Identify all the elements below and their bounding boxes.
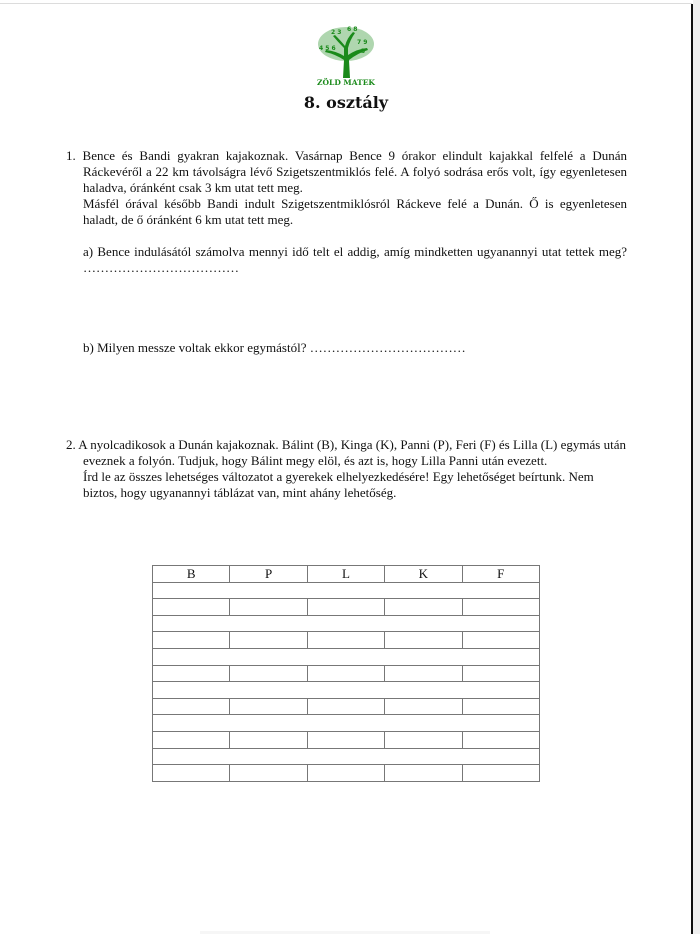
answer-cell[interactable] <box>385 731 462 748</box>
problem-1 <box>66 148 627 356</box>
answer-cell[interactable] <box>307 665 384 682</box>
svg-text:7 9: 7 9 <box>357 39 368 46</box>
tree-icon <box>313 22 379 88</box>
answer-cell[interactable] <box>230 731 307 748</box>
problem-1-text: 1. Bence és Bandi gyakran kajakoznak. Vasárnap Bence 9 órakor elindult kajakkal felfelé a Dunán Ráckevéről a 22 km távolságra lévő Szigetszentmiklós felé. A folyó sodrása erős volt, így egyenletesen haladva, óránként csak 3 km utat tett meg. <box>66 148 627 195</box>
table-row <box>153 731 540 748</box>
table-row <box>153 698 540 715</box>
table-spacer-row <box>153 715 540 732</box>
answer-cell[interactable] <box>462 665 539 682</box>
svg-text:ZÖLD MATEK: ZÖLD MATEK <box>317 78 375 87</box>
svg-text:4 5 6: 4 5 6 <box>319 45 336 52</box>
answer-cell[interactable] <box>462 632 539 649</box>
answer-cell[interactable] <box>462 731 539 748</box>
table-header-row <box>153 566 540 583</box>
table-row <box>153 599 540 616</box>
answer-cell[interactable] <box>385 665 462 682</box>
table-spacer-row <box>153 582 540 599</box>
table-row <box>153 632 540 649</box>
answer-cell[interactable] <box>230 765 307 782</box>
problem-1-text-2: Másfél órával később Bandi indult Szigetszentmiklósról Ráckeve felé a Dunán. Ő is egyenletesen haladt, de ő óránként 6 km utat tett meg. <box>83 196 627 227</box>
answer-cell[interactable] <box>462 698 539 715</box>
table-row <box>153 665 540 682</box>
answer-cell[interactable] <box>462 765 539 782</box>
answer-cell[interactable] <box>230 665 307 682</box>
answer-cell[interactable] <box>153 632 230 649</box>
answer-cell[interactable] <box>230 599 307 616</box>
table-row <box>153 765 540 782</box>
answer-cell[interactable] <box>153 665 230 682</box>
answer-cell[interactable] <box>153 599 230 616</box>
svg-text:5: 5 <box>361 48 366 55</box>
table-spacer-row <box>153 615 540 632</box>
page-title: 8. osztály <box>303 93 389 112</box>
header-cell: P <box>230 566 307 583</box>
answer-cell[interactable] <box>385 599 462 616</box>
answer-cell[interactable] <box>385 765 462 782</box>
answer-cell[interactable] <box>230 698 307 715</box>
problem-2 <box>66 437 627 501</box>
svg-text:6 8: 6 8 <box>347 26 358 33</box>
answer-cell[interactable] <box>385 698 462 715</box>
answer-cell[interactable] <box>307 698 384 715</box>
order-table <box>152 565 540 782</box>
answer-cell[interactable] <box>307 765 384 782</box>
problem-2-text-2: Írd le az összes lehetséges változatot a gyerekek elhelyezkedésére! Egy lehetőséget beírtunk. Nem biztos, hogy ugyanannyi táblázat van, mint ahány lehetőség. <box>83 469 594 500</box>
answer-cell[interactable] <box>462 599 539 616</box>
answer-cell[interactable] <box>307 599 384 616</box>
table-spacer-row <box>153 748 540 765</box>
scroll-gutter[interactable] <box>693 0 700 934</box>
table-spacer-row <box>153 682 540 699</box>
header-cell: F <box>462 566 539 583</box>
problem-1-question-a: a) Bence indulásától számolva mennyi idő telt el addig, amíg mindketten ugyanannyi utat tettek meg? ……………………………… <box>83 244 627 275</box>
table-spacer-row <box>153 648 540 665</box>
answer-cell[interactable] <box>385 632 462 649</box>
answer-cell[interactable] <box>230 632 307 649</box>
answer-cell[interactable] <box>153 731 230 748</box>
header-cell: L <box>307 566 384 583</box>
header-cell: B <box>153 566 230 583</box>
answer-cell[interactable] <box>153 765 230 782</box>
answer-cell[interactable] <box>307 731 384 748</box>
page-top-edge <box>0 3 692 4</box>
answer-cell[interactable] <box>153 698 230 715</box>
answer-cell[interactable] <box>307 632 384 649</box>
problem-1-question-b: b) Milyen messze voltak ekkor egymástól? ……………………………… <box>83 340 466 355</box>
zold-matek-logo <box>313 22 379 88</box>
problem-2-text: 2. A nyolcadikosok a Dunán kajakoznak. Bálint (B), Kinga (K), Panni (P), Feri (F) és Lilla (L) egymás után eveznek a folyón. Tudjuk, hogy Bálint megy elöl, és azt is, hogy Lilla Panni után evezett. <box>66 437 626 468</box>
svg-text:2 3: 2 3 <box>331 29 342 36</box>
header-cell: K <box>385 566 462 583</box>
